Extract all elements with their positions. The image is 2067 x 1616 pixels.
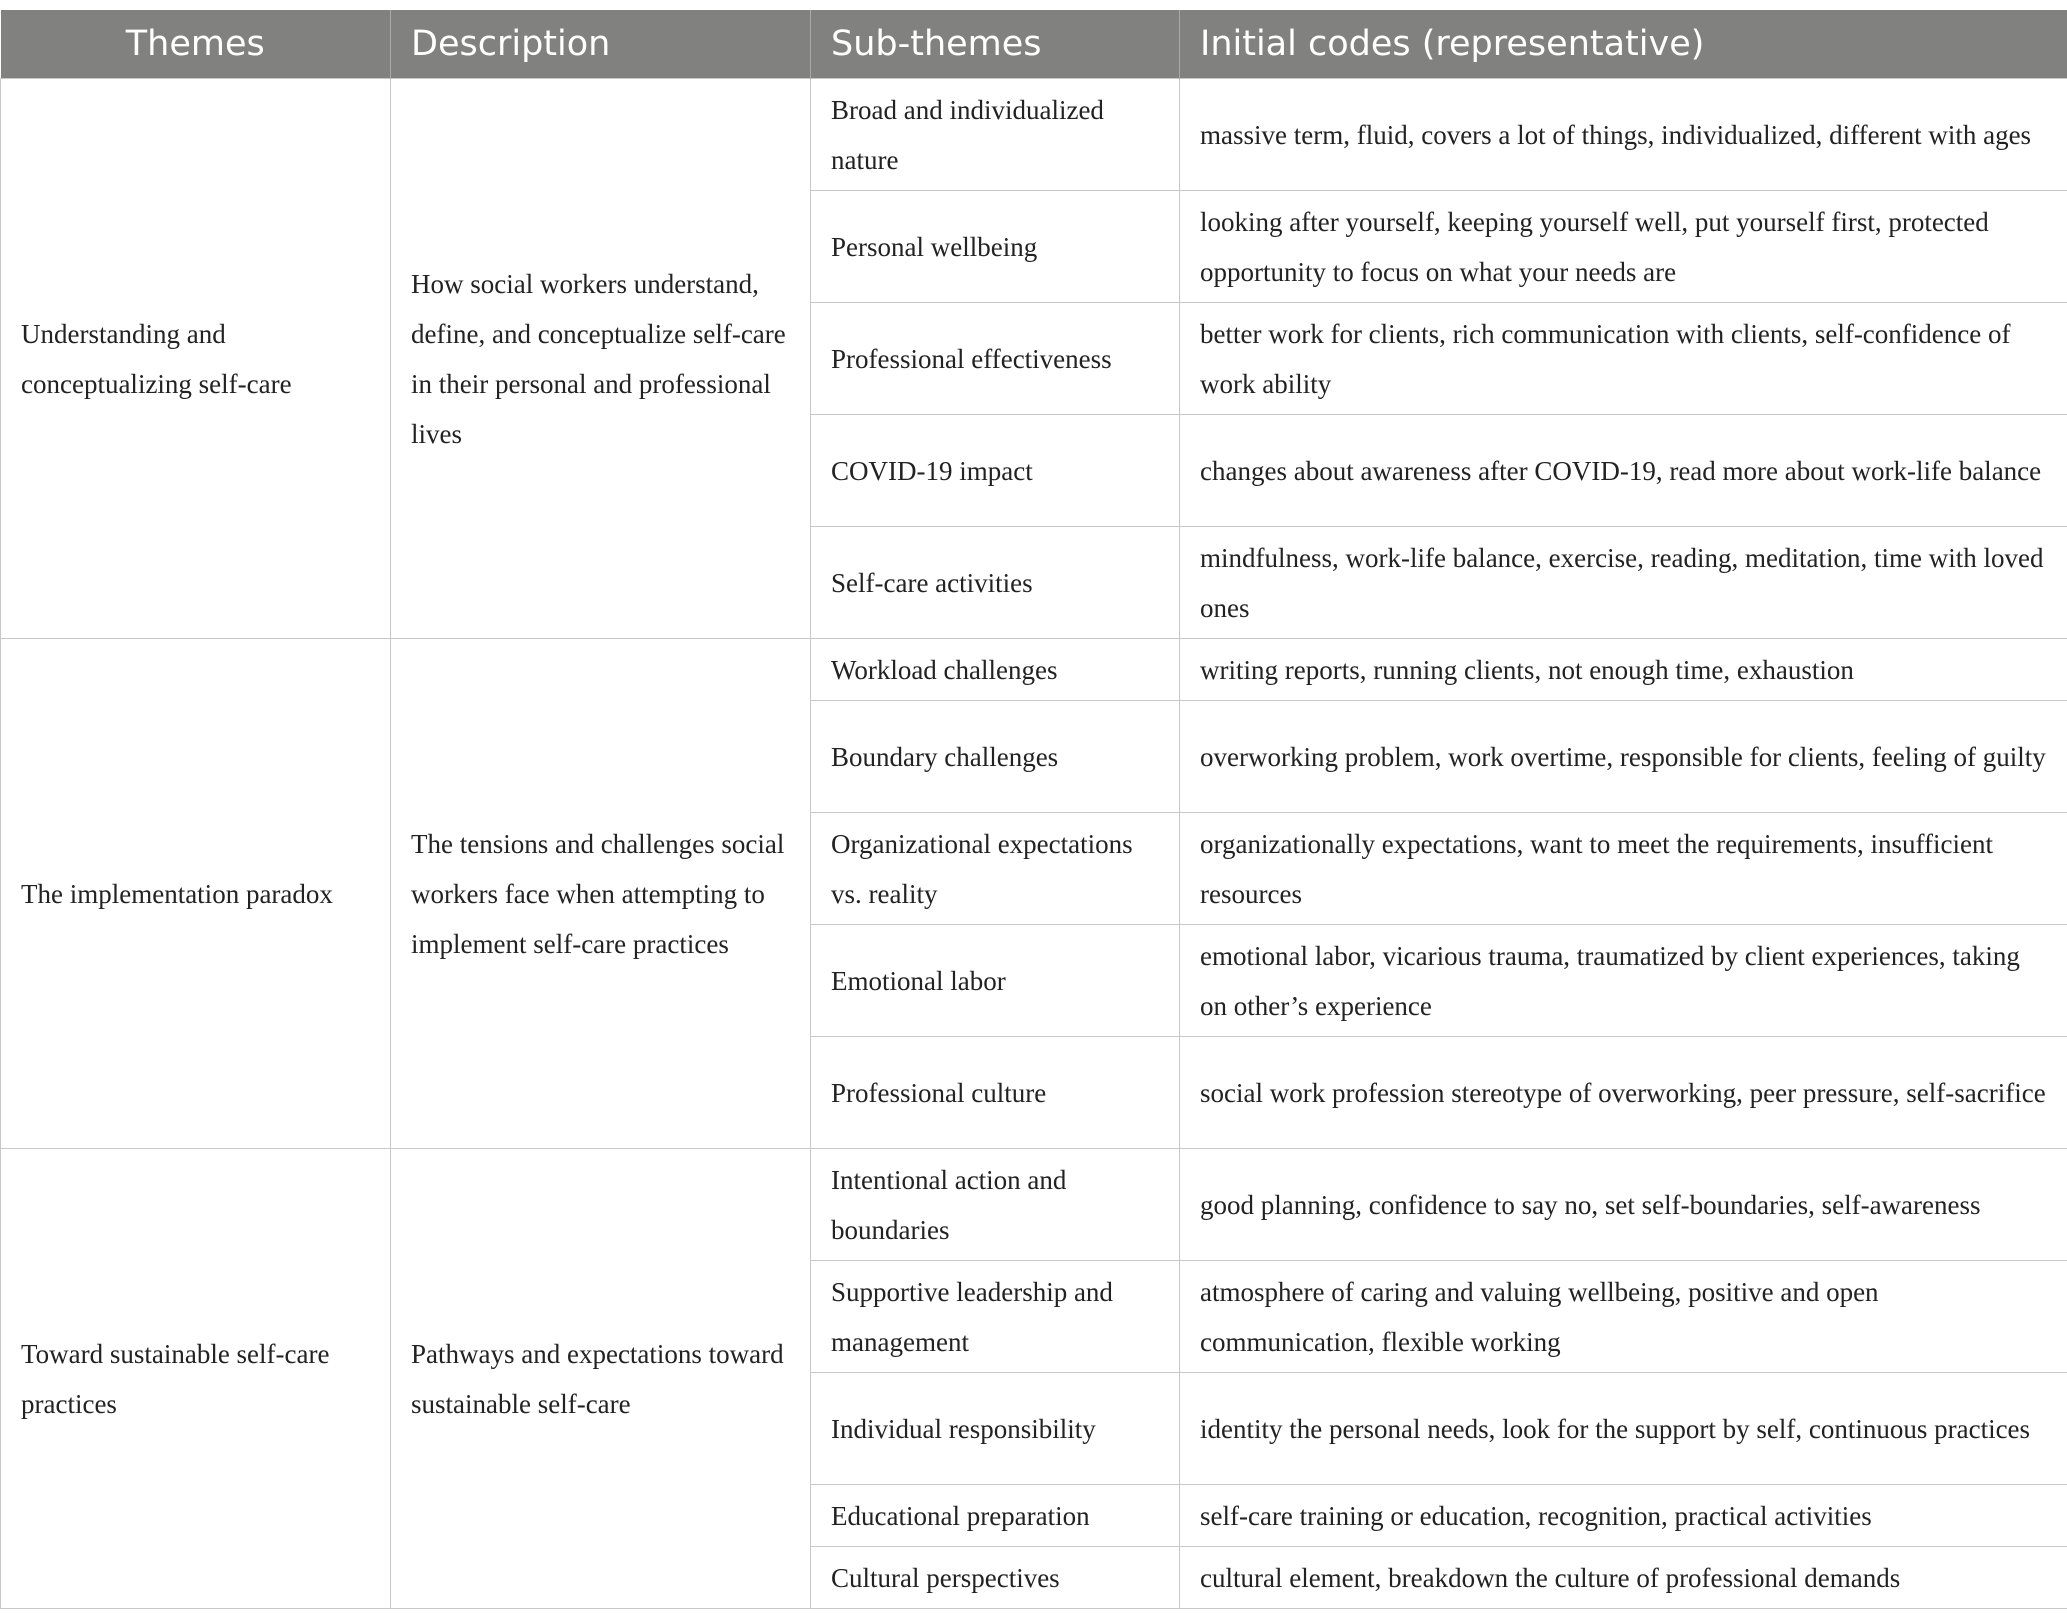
codes-cell: organizationally expectations, want to meet the requirements, insufficient resources [1180,813,2067,925]
codes-cell: emotional labor, vicarious trauma, traumatized by client experiences, taking on other’s experience [1180,925,2067,1037]
sub-theme-cell: Broad and individualized nature [811,79,1180,191]
sub-theme-cell: Cultural perspectives [811,1547,1180,1609]
codes-cell: massive term, fluid, covers a lot of things, individualized, different with ages [1180,79,2067,191]
theme-cell: The implementation paradox [1,639,391,1149]
description-cell: The tensions and challenges social workers face when attempting to implement self-care practices [391,639,811,1149]
sub-theme-cell: Boundary challenges [811,701,1180,813]
codes-cell: identity the personal needs, look for the support by self, continuous practices [1180,1373,2067,1485]
theme-cell: Toward sustainable self-care practices [1,1149,391,1609]
theme-cell: Understanding and conceptualizing self-care [1,79,391,639]
sub-theme-cell: Self-care activities [811,527,1180,639]
sub-theme-cell: COVID-19 impact [811,415,1180,527]
sub-theme-cell: Professional culture [811,1037,1180,1149]
sub-theme-cell: Educational preparation [811,1485,1180,1547]
table-row [1,639,2067,701]
table-header [1,10,2067,79]
description-cell: How social workers understand, define, and conceptualize self-care in their personal and professional lives [391,79,811,639]
sub-theme-cell: Workload challenges [811,639,1180,701]
table-row [1,79,2067,191]
sub-theme-cell: Supportive leadership and management [811,1261,1180,1373]
header-initial-codes: Initial codes (representative) [1180,10,2067,79]
codes-cell: overworking problem, work overtime, responsible for clients, feeling of guilty [1180,701,2067,813]
sub-theme-cell: Individual responsibility [811,1373,1180,1485]
sub-theme-cell: Emotional labor [811,925,1180,1037]
codes-cell: atmosphere of caring and valuing wellbeing, positive and open communication, flexible working [1180,1261,2067,1373]
codes-cell: social work profession stereotype of overworking, peer pressure, self-sacrifice [1180,1037,2067,1149]
codes-cell: looking after yourself, keeping yourself well, put yourself first, protected opportunity to focus on what your needs are [1180,191,2067,303]
description-cell: Pathways and expectations toward sustainable self-care [391,1149,811,1609]
codes-cell: better work for clients, rich communication with clients, self-confidence of work ability [1180,303,2067,415]
header-row [1,10,2067,79]
header-sub-themes: Sub-themes [811,10,1180,79]
sub-theme-cell: Professional effectiveness [811,303,1180,415]
sub-theme-cell: Organizational expectations vs. reality [811,813,1180,925]
table-row [1,1149,2067,1261]
header-themes: Themes [1,10,391,79]
sub-theme-cell: Intentional action and boundaries [811,1149,1180,1261]
codes-cell: good planning, confidence to say no, set self-boundaries, self-awareness [1180,1149,2067,1261]
codes-cell: mindfulness, work-life balance, exercise, reading, meditation, time with loved ones [1180,527,2067,639]
codes-cell: changes about awareness after COVID-19, read more about work-life balance [1180,415,2067,527]
codes-cell: self-care training or education, recognition, practical activities [1180,1485,2067,1547]
header-description: Description [391,10,811,79]
codes-cell: writing reports, running clients, not enough time, exhaustion [1180,639,2067,701]
sub-theme-cell: Personal wellbeing [811,191,1180,303]
codes-cell: cultural element, breakdown the culture of professional demands [1180,1547,2067,1609]
table-body [1,79,2067,1609]
themes-table [0,10,2067,1609]
